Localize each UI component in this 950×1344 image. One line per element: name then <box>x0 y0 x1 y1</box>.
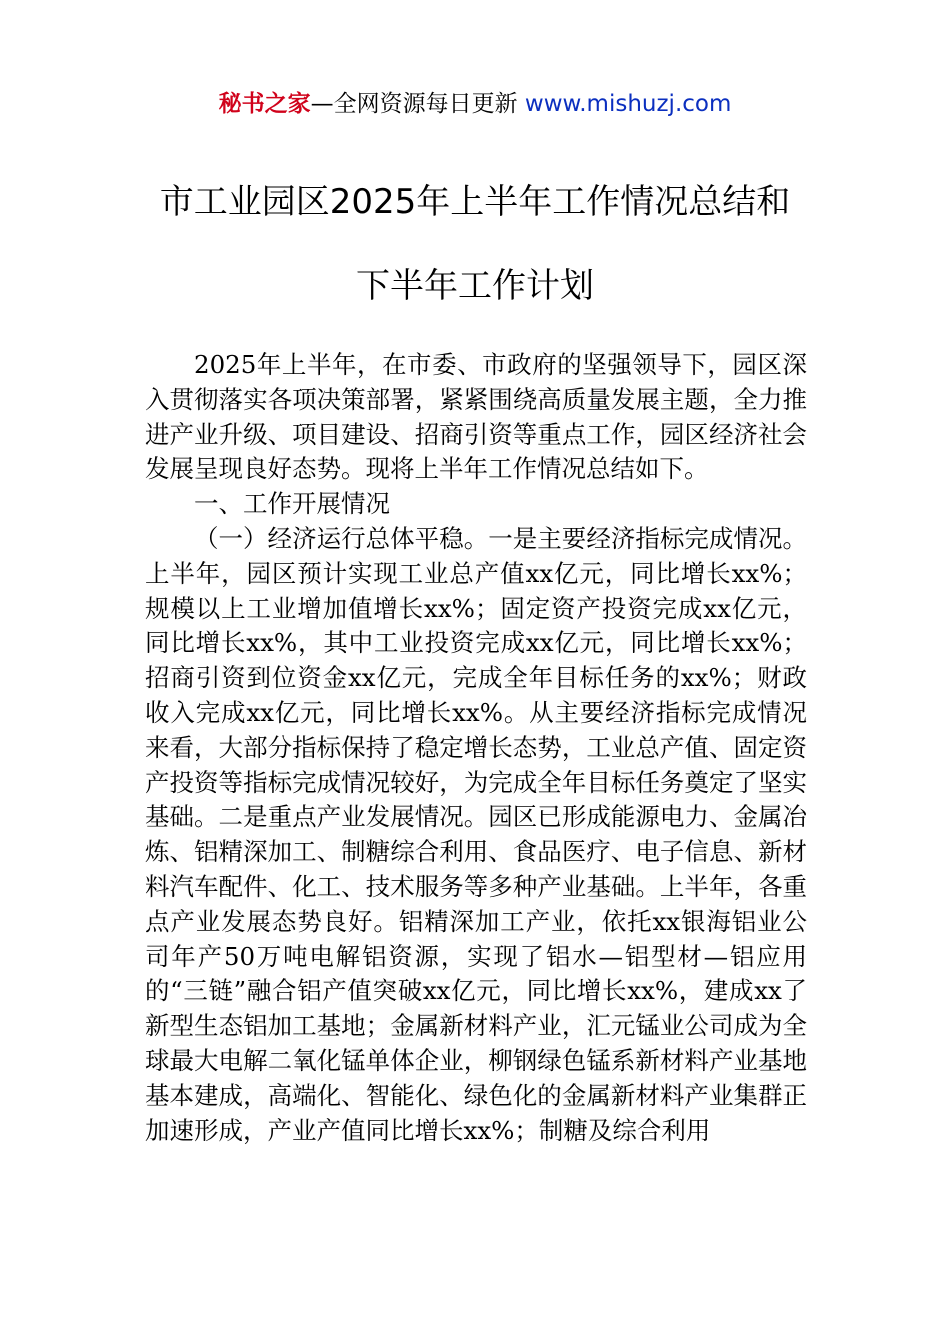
header-slogan: —全网资源每日更新 <box>310 91 518 117</box>
intro-paragraph: 2025年上半年，在市委、市政府的坚强领导下，园区深入贯彻落实各项决策部署，紧紧围绕高质量发展主题，全力推进产业升级、项目建设、招商引资等重点工作，园区经济社会发展呈现良好态势。现将上半年工作情况总结如下。 <box>145 350 807 484</box>
body-paragraph: （一）经济运行总体平稳。一是主要经济指标完成情况。上半年，园区预计实现工业总产值xx亿元，同比增长xx%；规模以上工业增加值增长xx%；固定资产投资完成xx亿元，同比增长xx%，其中工业投资完成xx亿元，同比增长xx%；招商引资到位资金xx亿元，完成全年目标任务的xx%；财政收入完成xx亿元，同比增长xx%。从主要经济指标完成情况来看，大部分指标保持了稳定增长态势，工业总产值、固定资产投资等指标完成情况较好，为完成全年目标任务奠定了坚实基础。二是重点产业发展情况。园区已形成能源电力、金属冶炼、铝精深加工、制糖综合利用、食品医疗、电子信息、新材料汽车配件、化工、技术服务等多种产业基础。上半年，各重点产业发展态势良好。铝精深加工产业，依托xx银海铝业公司年产50万吨电解铝资源，实现了铝水—铝型材—铝应用的“三链”融合铝产值突破xx亿元，同比增长xx%，建成xx了新型生态铝加工基地；金属新材料产业，汇元锰业公司成为全球最大电解二氧化锰单体企业，柳钢绿色锰系新材料产业基地基本建成，高端化、智能化、绿色化的金属新材料产业集群正加速形成，产业产值同比增长xx%；制糖及综合利用 <box>145 523 807 1145</box>
document-title <box>100 160 850 328</box>
site-header <box>0 86 950 122</box>
section-heading: 一、工作开展情况 <box>194 489 390 519</box>
document-body <box>145 348 807 1148</box>
site-url-link[interactable]: www.mishuzj.com <box>524 91 732 117</box>
brand-name: 秘书之家 <box>218 91 311 117</box>
title-line-1: 市工业园区2025年上半年工作情况总结和 <box>159 182 791 222</box>
title-line-2: 下半年工作计划 <box>356 266 594 306</box>
